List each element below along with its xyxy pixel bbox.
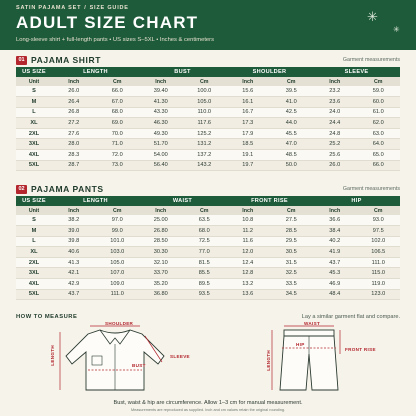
- measurement-cell: 93.5: [183, 289, 227, 300]
- measurement-cell: 23.2: [313, 86, 357, 97]
- measurement-cell: 39.40: [139, 86, 183, 97]
- measurement-cell: 34.5: [270, 289, 314, 300]
- size-cell: 3XL: [16, 268, 52, 279]
- group-header-bust: BUST: [139, 67, 226, 77]
- measurement-cell: 18.5: [226, 139, 270, 150]
- measurement-cell: 97.0: [96, 215, 140, 226]
- measurement-cell: 40.2: [313, 236, 357, 247]
- measurement-cell: 48.5: [270, 150, 314, 161]
- unit-label: Unit: [16, 206, 52, 215]
- measurement-cell: 40.6: [52, 247, 96, 258]
- pants-section: [16, 184, 400, 300]
- shirt-diagram: [40, 322, 190, 394]
- measurement-cell: 103.0: [96, 247, 140, 258]
- measurement-cell: 89.5: [183, 279, 227, 290]
- measurement-cell: 19.1: [226, 150, 270, 161]
- measurement-cell: 47.0: [270, 139, 314, 150]
- shirt-section: [16, 55, 400, 171]
- measurement-cell: 11.6: [226, 236, 270, 247]
- measurement-cell: 70.0: [96, 128, 140, 139]
- measurement-cell: 137.2: [183, 150, 227, 161]
- measurement-cell: 68.0: [96, 107, 140, 118]
- group-header-shoulder: SHOULDER: [226, 67, 313, 77]
- group-header-front-rise: FRONT RISE: [226, 196, 313, 206]
- unit-cell: Inch: [313, 77, 357, 86]
- unit-cell: Cm: [270, 77, 314, 86]
- measurement-cell: 45.5: [270, 128, 314, 139]
- unit-cell: Inch: [226, 77, 270, 86]
- measurement-cell: 123.0: [357, 289, 401, 300]
- unit-cell: Cm: [183, 206, 227, 215]
- size-cell: M: [16, 97, 52, 108]
- measurement-cell: 72.0: [96, 150, 140, 161]
- front-rise-label: FRONT RISE: [345, 347, 376, 352]
- group-header-hip: HIP: [313, 196, 400, 206]
- size-cell: 4XL: [16, 279, 52, 290]
- measurement-cell: 25.00: [139, 215, 183, 226]
- measurement-cell: 105.0: [96, 257, 140, 268]
- shirt-section-header: [16, 55, 400, 67]
- measurement-cell: 17.3: [226, 118, 270, 129]
- measurement-cell: 93.0: [357, 215, 401, 226]
- measurement-cell: 41.9: [313, 247, 357, 258]
- measurement-cell: 77.0: [183, 247, 227, 258]
- measurement-cell: 15.6: [226, 86, 270, 97]
- size-column-header: US SIZE: [16, 67, 52, 77]
- measurement-cell: 16.1: [226, 97, 270, 108]
- measurement-cell: 11.2: [226, 226, 270, 237]
- measurement-cell: 69.0: [96, 118, 140, 129]
- measurement-cell: 42.5: [270, 107, 314, 118]
- size-cell: XL: [16, 247, 52, 258]
- measurement-cell: 111.0: [357, 257, 401, 268]
- measurement-cell: 100.0: [183, 86, 227, 97]
- measurement-cell: 49.30: [139, 128, 183, 139]
- measurement-cell: 59.0: [357, 86, 401, 97]
- table-group-header: [16, 67, 400, 77]
- unit-cell: Cm: [357, 77, 401, 86]
- measurement-cell: 36.80: [139, 289, 183, 300]
- measurement-cell: 28.7: [52, 160, 96, 171]
- measurement-cell: 110.0: [183, 107, 227, 118]
- measurement-cell: 106.5: [357, 247, 401, 258]
- measurement-cell: 66.0: [357, 160, 401, 171]
- unit-cell: Cm: [96, 206, 140, 215]
- table-row: [16, 118, 400, 129]
- measurement-cell: 17.9: [226, 128, 270, 139]
- measurement-cell: 29.5: [270, 236, 314, 247]
- section-title: PAJAMA PANTS: [31, 184, 104, 194]
- table-unit-header: [16, 206, 400, 215]
- table-row: [16, 107, 400, 118]
- table-row: [16, 236, 400, 247]
- measurement-cell: 67.0: [96, 97, 140, 108]
- measurement-cell: 68.0: [183, 226, 227, 237]
- unit-cell: Cm: [357, 206, 401, 215]
- section-number: 01: [16, 56, 27, 65]
- table-row: [16, 226, 400, 237]
- measurement-cell: 28.5: [270, 226, 314, 237]
- measurement-cell: 101.0: [96, 236, 140, 247]
- measurement-cell: 109.0: [96, 279, 140, 290]
- measurement-cell: 38.4: [313, 226, 357, 237]
- table-row: [16, 150, 400, 161]
- measurement-cell: 64.0: [357, 139, 401, 150]
- measurement-cell: 36.6: [313, 215, 357, 226]
- measurement-cell: 62.0: [357, 118, 401, 129]
- table-unit-header: [16, 77, 400, 86]
- table-group-header: [16, 196, 400, 206]
- measurement-cell: 27.2: [52, 118, 96, 129]
- footer-text: Bust, waist & hip are circumference. Allow 1–3 cm for manual measurement.: [113, 400, 303, 406]
- measurement-cell: 35.20: [139, 279, 183, 290]
- measurement-cell: 131.2: [183, 139, 227, 150]
- pants-size-table: [16, 196, 400, 300]
- measurement-cell: 105.0: [183, 97, 227, 108]
- measurement-cell: 13.2: [226, 279, 270, 290]
- measurement-cell: 44.0: [270, 118, 314, 129]
- table-row: [16, 257, 400, 268]
- table-row: [16, 97, 400, 108]
- measurement-cell: 125.2: [183, 128, 227, 139]
- size-cell: 2XL: [16, 257, 52, 268]
- measurement-cell: 119.0: [357, 279, 401, 290]
- sparkle-icon: ✳: [367, 9, 378, 24]
- measurement-cell: 24.0: [313, 107, 357, 118]
- measurement-cell: 13.6: [226, 289, 270, 300]
- measurement-cell: 56.40: [139, 160, 183, 171]
- measurement-cell: 39.8: [52, 236, 96, 247]
- footer-note: Measurements are reproduced as supplied. Inch and cm values retain the original rounding.: [130, 408, 286, 412]
- measurement-cell: 19.7: [226, 160, 270, 171]
- size-column-header: US SIZE: [16, 196, 52, 206]
- sparkle-icon: ✳: [393, 25, 400, 34]
- size-cell: XL: [16, 118, 52, 129]
- size-cell: M: [16, 226, 52, 237]
- sleeve-label: SLEEVE: [170, 354, 190, 359]
- measurement-cell: 143.2: [183, 160, 227, 171]
- unit-cell: Inch: [226, 206, 270, 215]
- table-row: [16, 86, 400, 97]
- measurement-cell: 25.6: [313, 150, 357, 161]
- measurement-cell: 10.8: [226, 215, 270, 226]
- measurement-cell: 63.5: [183, 215, 227, 226]
- how-to-note: Lay a similar garment flat and compare.: [301, 314, 400, 320]
- measurement-cell: 27.5: [270, 215, 314, 226]
- measurement-cell: 26.4: [52, 97, 96, 108]
- measurement-cell: 54.00: [139, 150, 183, 161]
- table-row: [16, 139, 400, 150]
- page-subtitle: Long-sleeve shirt + full-length pants • US sizes S–5XL • Inches & centimeters: [16, 37, 214, 43]
- measurement-cell: 99.0: [96, 226, 140, 237]
- group-header-length: LENGTH: [52, 196, 139, 206]
- measurement-cell: 41.0: [270, 97, 314, 108]
- measurement-cell: 39.5: [270, 86, 314, 97]
- group-header-sleeve: SLEEVE: [313, 67, 400, 77]
- header-banner: [0, 0, 416, 50]
- shirt-size-table: [16, 67, 400, 171]
- measurement-cell: 43.7: [52, 289, 96, 300]
- unit-cell: Cm: [96, 77, 140, 86]
- measurement-cell: 48.4: [313, 289, 357, 300]
- unit-cell: Inch: [139, 77, 183, 86]
- section-number: 02: [16, 185, 27, 194]
- size-cell: 2XL: [16, 128, 52, 139]
- unit-cell: Inch: [52, 77, 96, 86]
- measurement-cell: 33.70: [139, 268, 183, 279]
- size-cell: 4XL: [16, 150, 52, 161]
- measurement-cell: 28.0: [52, 139, 96, 150]
- table-row: [16, 289, 400, 300]
- group-header-length: LENGTH: [52, 67, 139, 77]
- table-row: [16, 247, 400, 258]
- measurement-cell: 43.7: [313, 257, 357, 268]
- measurement-cell: 46.30: [139, 118, 183, 129]
- eyebrow-sep: /: [84, 5, 87, 11]
- unit-label: Unit: [16, 77, 52, 86]
- size-cell: L: [16, 236, 52, 247]
- measurement-cell: 46.9: [313, 279, 357, 290]
- measurement-cell: 26.80: [139, 226, 183, 237]
- measurement-cell: 39.0: [52, 226, 96, 237]
- measurement-cell: 30.30: [139, 247, 183, 258]
- measurement-cell: 63.0: [357, 128, 401, 139]
- measurement-cell: 24.8: [313, 128, 357, 139]
- measurement-cell: 24.4: [313, 118, 357, 129]
- page-title: ADULT SIZE CHART: [16, 13, 199, 32]
- measurement-cell: 23.6: [313, 97, 357, 108]
- section-note: Garment measurements: [342, 57, 400, 63]
- measurement-cell: 31.5: [270, 257, 314, 268]
- unit-cell: Cm: [183, 77, 227, 86]
- waist-label: WAIST: [304, 321, 321, 326]
- size-cell: 5XL: [16, 160, 52, 171]
- measurement-cell: 32.10: [139, 257, 183, 268]
- measurement-cell: 12.8: [226, 268, 270, 279]
- measurement-cell: 42.1: [52, 268, 96, 279]
- unit-cell: Inch: [313, 206, 357, 215]
- table-row: [16, 128, 400, 139]
- group-header-waist: WAIST: [139, 196, 226, 206]
- measurement-cell: 45.3: [313, 268, 357, 279]
- measurement-cell: 42.9: [52, 279, 96, 290]
- table-row: [16, 215, 400, 226]
- measurement-cell: 73.0: [96, 160, 140, 171]
- eyebrow-left: SATIN PAJAMA SET: [16, 5, 82, 11]
- measurement-cell: 26.0: [313, 160, 357, 171]
- measurement-cell: 107.0: [96, 268, 140, 279]
- measurement-cell: 51.70: [139, 139, 183, 150]
- measurement-cell: 38.2: [52, 215, 96, 226]
- shoulder-label: SHOULDER: [105, 321, 134, 326]
- measurement-cell: 61.0: [357, 107, 401, 118]
- measurement-cell: 32.5: [270, 268, 314, 279]
- eyebrow-right: SIZE GUIDE: [89, 5, 129, 11]
- measurement-cell: 30.5: [270, 247, 314, 258]
- measurement-cell: 33.5: [270, 279, 314, 290]
- unit-cell: Inch: [52, 206, 96, 215]
- size-cell: 3XL: [16, 139, 52, 150]
- size-cell: 5XL: [16, 289, 52, 300]
- measurement-cell: 60.0: [357, 97, 401, 108]
- measurement-cell: 16.7: [226, 107, 270, 118]
- measurement-cell: 71.0: [96, 139, 140, 150]
- measurement-cell: 50.0: [270, 160, 314, 171]
- measurement-cell: 111.0: [96, 289, 140, 300]
- hip-label: HIP: [296, 342, 305, 347]
- pants-table-body: [16, 215, 400, 300]
- measurement-cell: 65.0: [357, 150, 401, 161]
- section-note: Garment measurements: [342, 186, 400, 192]
- section-title: PAJAMA SHIRT: [31, 55, 102, 65]
- measurement-cell: 85.5: [183, 268, 227, 279]
- eyebrow: [16, 5, 129, 11]
- measurement-cell: 28.3: [52, 150, 96, 161]
- measurement-cell: 97.5: [357, 226, 401, 237]
- unit-cell: Inch: [139, 206, 183, 215]
- measurement-cell: 27.6: [52, 128, 96, 139]
- table-row: [16, 160, 400, 171]
- measurement-cell: 115.0: [357, 268, 401, 279]
- measurement-cell: 41.3: [52, 257, 96, 268]
- measurement-cell: 28.50: [139, 236, 183, 247]
- how-to-title: HOW TO MEASURE: [16, 314, 78, 320]
- unit-cell: Cm: [270, 206, 314, 215]
- measurement-cell: 117.6: [183, 118, 227, 129]
- size-cell: L: [16, 107, 52, 118]
- measurement-cell: 12.4: [226, 257, 270, 268]
- measurement-cell: 43.30: [139, 107, 183, 118]
- measurement-cell: 25.2: [313, 139, 357, 150]
- pants-length-label: LENGTH: [266, 350, 271, 371]
- bust-label: BUST: [132, 363, 146, 368]
- pants-diagram: [262, 322, 362, 394]
- shirt-table-body: [16, 86, 400, 171]
- measurement-cell: 66.0: [96, 86, 140, 97]
- measurement-cell: 26.8: [52, 107, 96, 118]
- measurement-cell: 12.0: [226, 247, 270, 258]
- size-cell: S: [16, 86, 52, 97]
- table-row: [16, 268, 400, 279]
- size-cell: S: [16, 215, 52, 226]
- shirt-length-label: LENGTH: [50, 345, 55, 366]
- pants-section-header: [16, 184, 400, 196]
- measurement-cell: 41.30: [139, 97, 183, 108]
- measurement-cell: 26.0: [52, 86, 96, 97]
- measurement-cell: 72.5: [183, 236, 227, 247]
- measurement-cell: 102.0: [357, 236, 401, 247]
- measurement-cell: 81.5: [183, 257, 227, 268]
- table-row: [16, 279, 400, 290]
